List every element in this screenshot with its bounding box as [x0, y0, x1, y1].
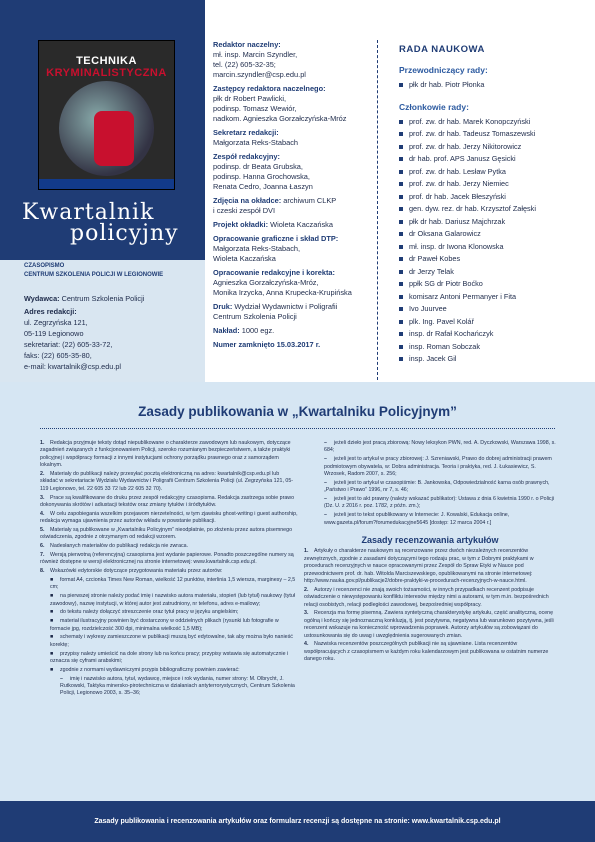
cover-title — [39, 55, 174, 79]
rule-item — [304, 496, 556, 511]
rule-number: 3. — [40, 494, 45, 501]
rule-item — [40, 471, 298, 493]
rule-text: imię i nazwisko autora, tytuł, wydawcę, miejsce i rok wydania, numer strony: M. Olbrycht, J. Rutkowski, Taktyka minersko-pirotechniczna w działaniach antyterrorystycznych, Centrum Szkolenia Policji, Legionowo 2003, s. 35–36; — [60, 675, 295, 697]
staff-block — [213, 340, 383, 350]
member-item: prof. zw. dr hab. Lesław Pytka — [399, 166, 589, 179]
chair-label: Przewodniczący rady: — [399, 65, 488, 75]
rule-item — [304, 456, 556, 478]
rule-text: Artykuły o charakterze naukowym są recenzowane przez dwóch niezależnych recenzentów zewnętrznych, zgodnie z zasadami dotyczącymi tego rodzaju prac, w tym z Dobrymi praktykami w procedurach recenzyjnych w nauce opracowanymi przez Zespół do Spraw Etyki w Nauce pod przewodnictwem prof. dr. hab. Witolda Marciszewskiego, opublikowanymi na stronie internetowej: http://www.nauka.gov.pl/publikacje2/dobre-praktyki-w-procedurach-recenzyjnych-w-nauce.html. — [304, 548, 534, 585]
rule-text: zgodnie z normami wydawniczymi przypis bibliograficzny powinien zawierać: — [60, 666, 240, 673]
staff-heading: Redaktor naczelny: — [213, 40, 281, 49]
staff-block — [213, 196, 383, 216]
rules-title: Zasady publikowania w „Kwartalniku Policyjnym” — [138, 404, 457, 419]
adres-email[interactable]: e-mail: kwartalnik@csp.edu.pl — [24, 362, 122, 371]
staff-line: płk dr Robert Pawlicki, — [213, 94, 287, 103]
rule-text: schematy i wykresy zamieszczone w publikacji muszą być edytowalne, tak aby można było nanieść korektę; — [50, 634, 293, 648]
rule-number: 1. — [40, 440, 45, 446]
rule-number: – — [60, 675, 63, 682]
rule-item — [40, 676, 298, 698]
cover-title-line1: TECHNIKA — [76, 55, 137, 67]
cover-title-line2: KRYMINALISTYCZNA — [46, 67, 167, 79]
rules-column-left — [40, 440, 298, 699]
staff-heading: Druk: — [213, 302, 233, 311]
rule-number: – — [324, 456, 327, 463]
member-item: dr Oksana Galarowicz — [399, 228, 589, 241]
staff-block — [213, 326, 383, 336]
member-item: prof. zw. dr hab. Jerzy Niemiec — [399, 178, 589, 191]
rule-number: ■ — [50, 650, 54, 657]
adres-label: Adres redakcji: — [24, 307, 77, 316]
staff-line: 1000 egz. — [241, 326, 275, 335]
member-item: ppłk SG dr Piotr Boćko — [399, 278, 589, 291]
staff-line: mł. insp. Marcin Szyndler, — [213, 50, 298, 59]
staff-line: tel. (22) 605-32-35; — [213, 60, 276, 69]
staff-block — [213, 268, 383, 298]
review-rules-title: Zasady recenzowania artykułów — [361, 535, 499, 546]
rule-text: jeżeli jest to artykuł w pracy zbiorowej: J. Szreniawski, Prawo do dobrej administracji prawem podmiotowym obywatela, w: Dobra administracja. Teoria i praktyka, red. J. Łukasiewicz, S. Wrzosek, Radom 2007, s. 256; — [324, 456, 552, 478]
review-rules — [304, 548, 556, 663]
staff-line: Agnieszka Gorzałczyńska-Mróz, — [213, 278, 319, 287]
staff-line: Wioleta Kaczańska — [270, 220, 333, 229]
rule-item — [40, 543, 298, 550]
rule-text: do tekstu należy dołączyć streszczenie oraz tytuł pracy w języku angielskim; — [60, 609, 239, 616]
rule-text: jeżeli dzieło jest pracą zbiorową: Nowy leksykon PWN, red. A. Dyczkowski, Warszawa 1998, s. 684; — [324, 440, 556, 454]
rada-title: RADA NAUKOWA — [399, 44, 485, 55]
staff-heading: Zespół redakcyjny: — [213, 152, 280, 161]
member-item: insp. Jacek Gil — [399, 353, 589, 366]
staff-line: Centrum Szkolenia Policji — [213, 312, 297, 321]
rule-item — [40, 667, 298, 674]
staff-heading: Sekretarz redakcji: — [213, 128, 279, 137]
staff-block — [213, 84, 383, 124]
logo-line1: Kwartalnik — [22, 200, 155, 225]
staff-heading: Opracowanie graficzne i skład DTP: — [213, 234, 339, 243]
rule-text: materiał ilustracyjny powinien być dostarczony w oddzielnych plikach (rysunki lub fotografie w formacie jpg, rozdzielczość 300 dpi, minimalna wielkość 1,5 MB); — [50, 618, 279, 632]
rule-number: ■ — [50, 577, 54, 584]
staff-heading: Nakład: — [213, 326, 240, 335]
rule-text: W celu zapobiegania wszelkim przejawom nierzetelności, w tym zjawisku ghost-writing i guest authorship, redakcja wymaga ujawnienia przez autorów wkładu w powstanie publikacji. — [40, 510, 298, 525]
rule-text: Wskazówki edytorskie dotyczące przygotowania materiału przez autorów: — [50, 568, 223, 575]
staff-heading: Zastępcy redaktora naczelnego: — [213, 84, 326, 93]
rule-item — [40, 634, 298, 649]
rule-item — [40, 593, 298, 608]
wydawca-value: Centrum Szkolenia Policji — [61, 294, 145, 303]
rule-text: Wersją pierwotną (referencyjną) czasopisma jest wydanie papierowe. Ponadto poszczególne numery są również dostępne w wersji elektronicznej na stronie internetowej: www.kwartalnik.csp.edu.pl. — [40, 552, 294, 566]
adres-line: 05-119 Legionowo — [24, 329, 84, 338]
members-list — [399, 116, 589, 366]
rule-item — [304, 480, 556, 495]
rule-number: ■ — [50, 593, 54, 600]
staff-line: Renata Cedro, Joanna Łaszyn — [213, 182, 313, 191]
rule-item — [40, 577, 298, 592]
member-item: mł. insp. dr Iwona Klonowska — [399, 241, 589, 254]
rule-text: Autorzy i recenzenci nie znają swoich tożsamości, w innych przypadkach recenzent podpisuje oświadczenie o niewystępowaniu konfliktu interesów między nimi a autorami, w tym m.in. bezpośrednich relacji osobistych, relacji podległości zawodowej, bezpośredniej współpracy. — [304, 586, 549, 608]
staff-heading: Zdjęcia na okładce: — [213, 196, 282, 205]
member-item: prof. dr hab. Jacek Błeszyński — [399, 191, 589, 204]
rule-text: Nadesłanych materiałów do publikacji redakcja nie zwraca. — [50, 543, 189, 550]
member-item: gen. dyw. rez. dr hab. Krzysztof Załęski — [399, 203, 589, 216]
member-item: insp. dr Rafał Kochańczyk — [399, 328, 589, 341]
members-label: Członkowie rady: — [399, 101, 469, 112]
caption-line2: CENTRUM SZKOLENIA POLICJI W LEGIONOWIE — [24, 272, 164, 278]
staff-heading: Opracowanie redakcyjne i korekta: — [213, 268, 335, 277]
rule-text: Prace są kwalifikowane do druku przez zespół redakcyjny czasopisma. Redakcja zastrzega sobie prawo dokonywania skrótów i adiustacji tekstów oraz zmiany tytułów i śródtytułów. — [40, 494, 295, 509]
staff-line: podinsp. dr Beata Grubska, — [213, 162, 303, 171]
rule-item — [304, 512, 556, 527]
staff-heading: Numer zamknięto 15.03.2017 r. — [213, 340, 321, 349]
column-divider — [377, 40, 378, 380]
member-item: dr Jerzy Telak — [399, 266, 589, 279]
cover-figure-shape — [94, 111, 134, 166]
rule-number: 4. — [304, 641, 309, 648]
rule-number: – — [324, 479, 327, 486]
rule-item — [40, 609, 298, 616]
rule-text: przypisy należy umieścić na dole strony lub na końcu pracy; przypisy wstawia się automatycznie i oznacza się cyframi arabskimi; — [50, 650, 289, 665]
chair-list — [399, 79, 589, 92]
member-item: prof. zw. dr hab. Jerzy Nikitorowicz — [399, 141, 589, 154]
staff-block — [213, 152, 383, 192]
staff-block — [213, 40, 383, 80]
rule-number: – — [324, 512, 327, 519]
rule-number: ■ — [50, 634, 54, 641]
staff-block — [213, 302, 383, 322]
member-item: plk. Ing. Pavel Kolář — [399, 316, 589, 329]
rule-text: jeżeli jest to artykuł w czasopiśmie: B. Jankowska, Odpowiedzialność karna osób prawnych, „Państwo i Prawo” 1996, nr 7, s. 46; — [324, 479, 550, 494]
dotted-rule — [40, 428, 555, 429]
staff-line: nadkom. Agnieszka Gorzałczyńska-Mróz — [213, 114, 347, 123]
adres-redakcji — [24, 306, 121, 372]
wydawca — [24, 293, 144, 304]
rule-item — [40, 527, 298, 542]
rule-item — [40, 651, 298, 666]
rule-text: jeżeli jest to akt prawny (należy wskazać publikator): Ustawa z dnia 6 kwietnia 1990 r. o Policji (Dz. U. z 2016 r. poz. 1782, z późn. zm.); — [324, 496, 554, 510]
rule-number: 8. — [40, 568, 45, 575]
rule-item — [40, 511, 298, 526]
rule-number: ■ — [50, 618, 54, 625]
journal-logo — [22, 200, 192, 246]
rule-number: 1. — [304, 548, 309, 555]
rule-item — [40, 552, 298, 567]
member-item: prof. zw. dr hab. Tadeusz Tomaszewski — [399, 128, 589, 141]
staff-heading: Projekt okładki: — [213, 220, 269, 229]
staff-line: Wydział Wydawnictw i Poligrafii — [234, 302, 338, 311]
staff-block — [213, 220, 383, 230]
rada-naukowa — [399, 44, 589, 366]
caption-line1: CZASOPISMO — [24, 263, 65, 269]
rule-item — [40, 440, 298, 470]
cover-image — [38, 40, 175, 190]
rule-text: Recenzja ma formę pisemną. Zawiera syntetyczną charakterystykę artykułu, część analityczną, ocenę ogólną i kończy się jednoznaczną konkluzją, tj. jest pozytywna, negatywna lub warunkowo pozytywna, jeśli recenzent wskazuje na konieczność wprowadzenia poprawek. Autorzy artykułów są zobowiązani do ustosunkowania się do uwag i uwzględnienia sugerowanych zmian. — [304, 610, 554, 639]
staff-block — [213, 234, 383, 264]
rule-item — [304, 610, 556, 640]
rule-number: – — [324, 496, 327, 503]
member-item: dr Paweł Kobes — [399, 253, 589, 266]
rule-number: 6. — [40, 543, 45, 550]
rule-number: 4. — [40, 510, 45, 517]
masthead-section — [0, 0, 595, 382]
member-item: prof. zw. dr hab. Marek Konopczyński — [399, 116, 589, 129]
rule-item — [304, 641, 556, 663]
member-item: insp. Roman Sobczak — [399, 341, 589, 354]
adres-line: sekretariat: (22) 605-33-72, — [24, 340, 113, 349]
cover-strip — [39, 179, 174, 189]
logo-line2: policyjny — [70, 221, 179, 246]
rule-number: 2. — [40, 471, 45, 478]
rule-text: na pierwszej stronie należy podać imię i nazwisko autora materiału, stopień (lub tytuł) naukowy (tytuł zawodowy), nazwę instytucji, w której autor jest zatrudniony, nr telefonu, adres e-mailowy; — [50, 593, 295, 607]
rule-item — [304, 587, 556, 609]
rule-number: 5. — [40, 527, 45, 534]
rule-text: Materiały do publikacji należy przesyłać pocztą elektroniczną na adres: kwartalnik@csp.edu.pl lub składać w sekretariacie Wydziału Wydawnictw i Poligrafii Centrum Szkolenia Policji (ul. Zegrzyńska 121, 05-119 Legionowo, tel. 22 605 33 72 lub 22 605 32 70). — [40, 471, 294, 492]
rules-column-right — [304, 440, 556, 665]
wydawca-label: Wydawca: — [24, 294, 60, 303]
rule-item — [40, 568, 298, 575]
rule-number: ■ — [50, 609, 54, 616]
publisher-caption — [24, 262, 163, 280]
rule-text: jeżeli jest to tekst opublikowany w Internecie: J. Kowalski, Edukacja online, www.gazeta.pl/forum?forumedukacyjne5645 [dostęp: 12 marca 2004 r.] — [324, 512, 510, 526]
staff-line: Monika Irzycka, Anna Krupecka-Krupińska — [213, 288, 352, 297]
rule-item — [40, 495, 298, 510]
staff-line: Małgorzata Reks-Stabach, — [213, 244, 301, 253]
rule-text: Nazwiska recenzentów poszczególnych publikacji nie są ujawniane. Lista recenzentów współpracujących z czasopismem w każdym roku kalendarzowym jest publikowana w ostatnim numerze danego roku. — [304, 641, 549, 663]
citation-examples — [304, 440, 556, 527]
staff-line: podinsp. Tomasz Wewiór, — [213, 104, 297, 113]
adres-line: ul. Zegrzyńska 121, — [24, 318, 88, 327]
member-item: komisarz Antoni Permanyer i Fita — [399, 291, 589, 304]
rule-item — [304, 548, 556, 585]
staff-line: Małgorzata Reks-Stabach — [213, 138, 299, 147]
rule-number: 3. — [304, 610, 309, 617]
rule-item — [40, 618, 298, 633]
adres-line: faks: (22) 605-35-80, — [24, 351, 92, 360]
rule-text: format A4, czcionka Times New Roman, wielkość 12 punktów, interlinia 1,5 wiersza, marginesy – 2,5 cm; — [50, 577, 296, 591]
rule-text: Materiały są publikowane w „Kwartalniku Policyjnym” nieodpłatnie, po złożeniu przez autora pisemnego oświadczenia, zgodnie z otrzymanym od redakcji wzorem. — [40, 527, 293, 541]
editorial-staff — [213, 40, 383, 354]
staff-line: marcin.szyndler@csp.edu.pl — [213, 70, 306, 79]
rule-number: ■ — [50, 666, 54, 673]
rule-number: 7. — [40, 552, 45, 559]
rule-number: 2. — [304, 586, 309, 593]
member-item: płk dr hab. Dariusz Majchrzak — [399, 216, 589, 229]
staff-line: podinsp. Hanna Grochowska, — [213, 172, 310, 181]
staff-line: Wioleta Kaczańska — [213, 254, 276, 263]
staff-block — [213, 128, 383, 148]
staff-line: archiwum CLKP — [283, 196, 337, 205]
staff-line: i czeski zespół DVI — [213, 206, 276, 215]
footer-note: Zasady publikowania i recenzowania artykułów oraz formularz recenzji są dostępne na stronie: www.kwartalnik.csp.edu.pl — [0, 801, 595, 842]
member-item: Ivo Juurvee — [399, 303, 589, 316]
rule-text: Redakcja przyjmuje teksty dotąd niepublikowane o charakterze zawodowym lub naukowym, dotyczące zagadnień związanych z funkcjonowaniem Policji, szeroko rozumianym bezpieczeństwem, a także praktyki policyjnej i współpracy formacji z innymi instytucjami ochrony porządku prawnego oraz z samorządem lokalnym. — [40, 440, 291, 469]
rule-item — [304, 440, 556, 455]
rule-number: – — [324, 440, 327, 446]
member-item: dr hab. prof. APS Janusz Gęsicki — [399, 153, 589, 166]
chair-item: płk dr hab. Piotr Płonka — [399, 79, 589, 92]
